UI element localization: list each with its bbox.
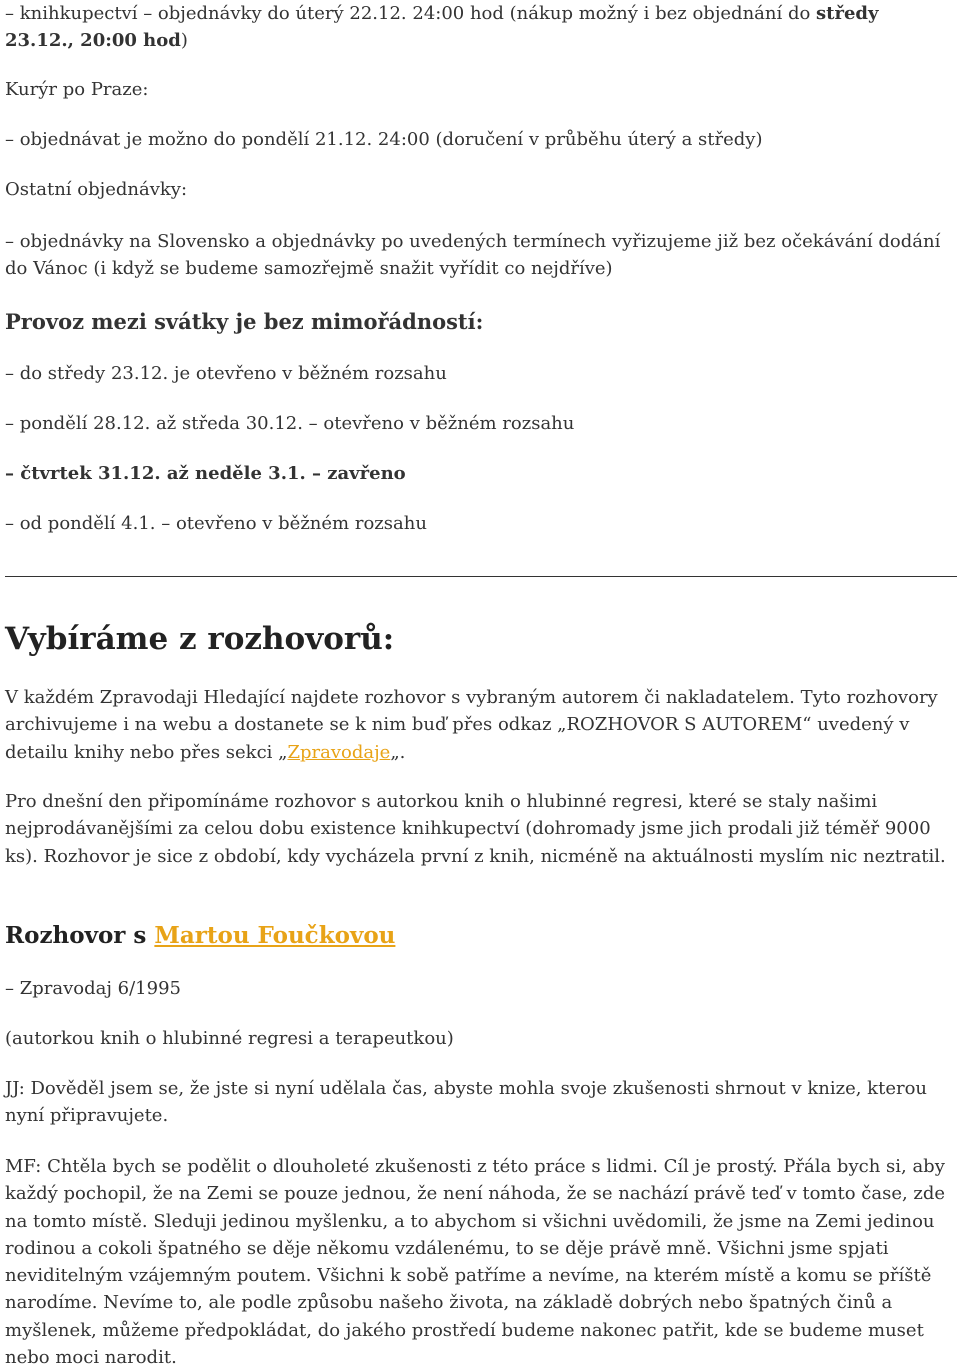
interview-heading: [5, 920, 395, 952]
interviews-today-text: Pro dnešní den připomínáme rozhovor s autorkou knih o hlubinné regresi, které se staly našimi nejprodávanějšími za celou dobu existence knihkupectví (dohromady jsme jich prodali již téměř 9000 ks). Rozhovor je sice z období, kdy vycházela první z knih, nicméně na aktuálnosti myslím nic neztratil.: [5, 791, 946, 867]
holiday-item-closed: – čtvrtek 31.12. až neděle 3.1. – zavřeno: [5, 463, 406, 484]
section-divider: [5, 576, 957, 577]
bookstore-line-1: [5, 0, 878, 27]
bookstore-text: – knihkupectví – objednávky do úterý 22.12. 24:00 hod (nákup možný i bez objednání do: [5, 3, 817, 24]
courier-heading: Kurýr po Praze:: [5, 79, 149, 100]
holiday-item: – od pondělí 4.1. – otevřeno v běžném rozsahu: [5, 513, 427, 534]
holiday-item: – pondělí 28.12. až středa 30.12. – otevřeno v běžném rozsahu: [5, 413, 575, 434]
interviews-intro-end: „.: [390, 741, 406, 763]
holiday-item: – do středy 23.12. je otevřeno v běžném rozsahu: [5, 363, 447, 384]
interview-answer: MF: Chtěla bych se podělit o dlouholeté zkušenosti z této práce s lidmi. Cíl je prostý. Přála bych si, aby každý pochopil, že na Zemi se pouze jednou, že není náhoda, že se nachází právě teď v tomto čase, zde na tomto místě. Sleduji jedinou myšlenku, a to abychom si všichni uvědomili, že jsme na Zemi jedinou rodinou a cokoli špatného se děje někomu vzdálenému, to se děje právě mně. Všichni jsme spjati neviditelným vzájemným poutem. Všichni k sobě patříme a nevíme, na kterém místě a komu se příště narodíme. Nevíme to, ale podle způsobu našeho života, na základě dobrých nebo špatných činů a myšlenek, můžeme předpokládat, do jakého prostředí budeme nakonec patřit, kde se budeme muset nebo moci narodit.: [5, 1156, 946, 1369]
author-link[interactable]: Martou Foučkovou: [154, 922, 396, 949]
other-orders-text: – objednávky na Slovensko a objednávky po uvedených termínech vyřizujeme již bez očekávání dodání do Vánoc (i když se budeme samozřejmě snažit vyřídit co nejdříve): [5, 231, 941, 280]
zpravodaje-link[interactable]: Zpravodaje: [287, 741, 391, 763]
interviews-intro-text: V každém Zpravodaji Hledající najdete rozhovor s vybraným autorem či nakladatelem. Tyto rozhovory archivujeme i na webu a dostanete se k nim buď přes odkaz „ROZHOVOR S AUTOREM“ uvedený v detailu knihy nebo přes sekci „: [5, 687, 938, 763]
interviews-heading: Vybíráme z rozhovorů:: [5, 621, 395, 657]
interview-heading-prefix: Rozhovor s: [5, 922, 155, 949]
bookstore-deadline-time: 23.12., 20:00 hod: [5, 30, 181, 51]
bookstore-suffix: ): [180, 30, 188, 51]
interviews-intro: [5, 684, 957, 766]
courier-text: – objednávat je možno do pondělí 21.12. 24:00 (doručení v průběhu úterý a středy): [5, 129, 763, 150]
bookstore-deadline-day: středy: [816, 3, 879, 24]
interview-source: – Zpravodaj 6/1995: [5, 978, 181, 999]
bookstore-line-2: [5, 27, 188, 54]
other-orders-heading: Ostatní objednávky:: [5, 179, 188, 200]
interview-question: JJ: Dověděl jsem se, že jste si nyní udělala čas, abyste mohla svoje zkušenosti shrnout v knize, kterou nyní připravujete.: [5, 1078, 928, 1127]
interview-subtitle: (autorkou knih o hlubinné regresi a terapeutkou): [5, 1028, 454, 1049]
holidays-heading: Provoz mezi svátky je bez mimořádností:: [5, 309, 484, 334]
